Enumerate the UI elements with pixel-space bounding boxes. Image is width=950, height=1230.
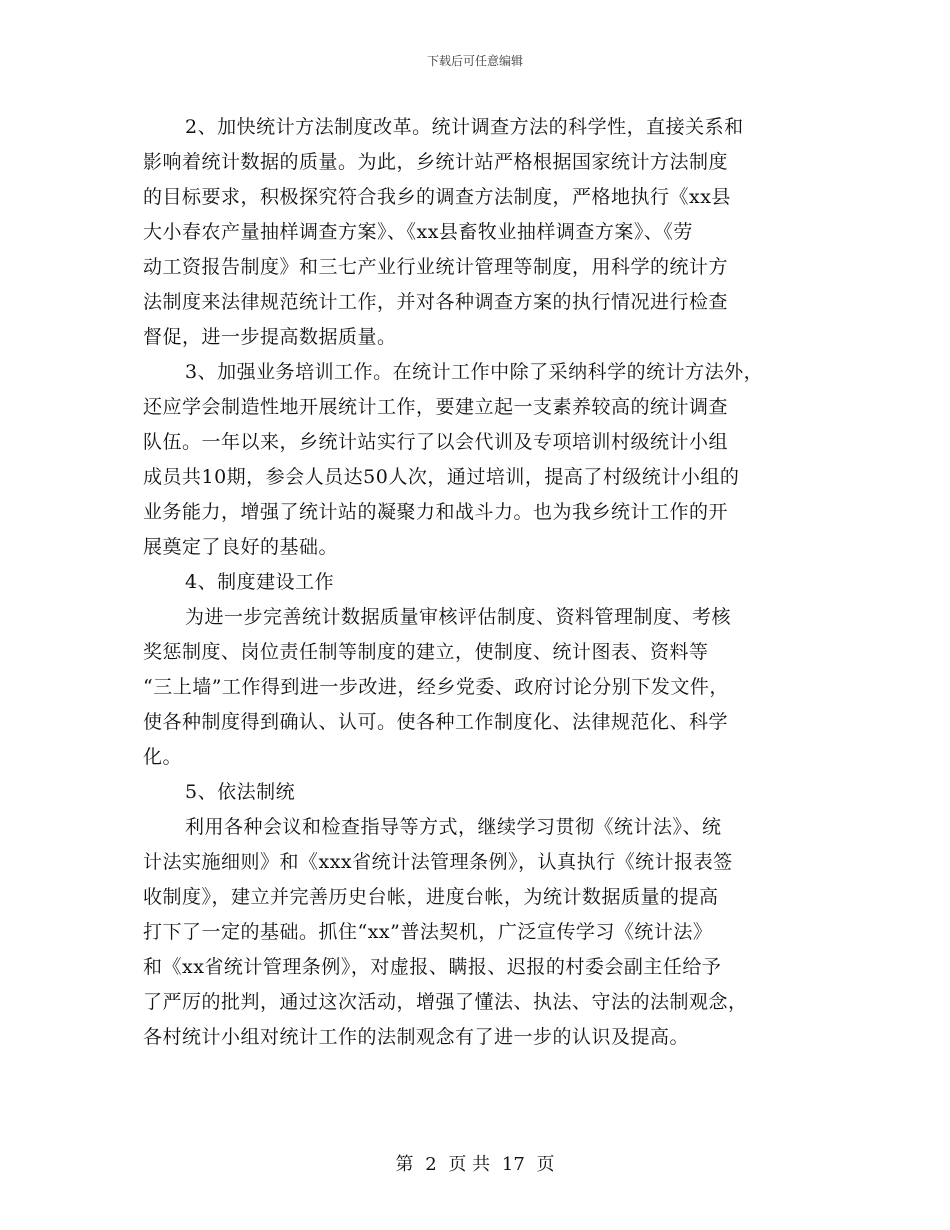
text-line: 计法实施细则》和《xxx省统计法管理条例》，认真执行《统计报表签: [143, 851, 733, 873]
text-line: 5、依法制统: [185, 781, 296, 803]
text-line: 动工资报告制度》和三七产业行业统计管理等制度，用科学的统计方: [143, 256, 729, 278]
text-line: 业务能力，增强了统计站的凝聚力和战斗力。也为我乡统计工作的开: [143, 501, 729, 523]
text-line: 还应学会制造性地开展统计工作，要建立起一支素养较高的统计调查: [143, 396, 729, 418]
footer-page-number: 2: [425, 1154, 437, 1175]
page-header: 下载后可任意编辑: [426, 54, 523, 68]
text-line: 大小春农产量抽样调查方案》、《xx县畜牧业抽样调查方案》、《劳: [143, 221, 693, 243]
text-line: 为进一步完善统计数据质量审核评估制度、资料管理制度、考核: [185, 606, 732, 628]
text-line: 法制度来法律规范统计工作，并对各种调查方案的执行情况进行检查: [143, 291, 729, 313]
footer-suffix: 页: [536, 1154, 555, 1175]
page-footer: [0, 1150, 950, 1176]
text-line: 督促，进一步提高数据质量。: [143, 326, 397, 348]
text-line: 了严厉的批判，通过这次活动，增强了懂法、执法、守法的法制观念，: [143, 991, 748, 1013]
text-line: 成员共10期，参会人员达50人次，通过培训，提高了村级统计小组的: [143, 466, 740, 488]
text-line: “三上墙”工作得到进一步改进，经乡党委、政府讨论分别下发文件，: [143, 676, 729, 698]
text-line: 展奠定了良好的基础。: [143, 536, 339, 558]
text-line: 收制度》，建立并完善历史台帐，进度台帐，为统计数据质量的提高: [143, 886, 719, 908]
text-line: 奖惩制度、岗位责任制等制度的建立，使制度、统计图表、资料等: [143, 641, 709, 663]
text-line: 打下了一定的基础。抓住“xx”普法契机，广泛宣传学习《统计法》: [143, 921, 713, 943]
text-line: 和《xx省统计管理条例》，对虚报、瞒报、迟报的村委会副主任给予: [143, 956, 722, 978]
text-line: 使各种制度得到确认、认可。使各种工作制度化、法律规范化、科学: [143, 711, 729, 733]
document-body: [143, 110, 818, 1055]
text-line: 的目标要求，积极探究符合我乡的调查方法制度，严格地执行《xx县: [143, 186, 731, 208]
footer-prefix: 第: [395, 1154, 414, 1175]
text-line: 队伍。一年以来，乡统计站实行了以会代训及专项培训村级统计小组: [143, 431, 729, 453]
text-line: 4、制度建设工作: [185, 571, 335, 593]
text-line: 2、加快统计方法制度改革。统计调查方法的科学性，直接关系和: [185, 116, 744, 138]
text-line: 各村统计小组对统计工作的法制观念有了进一步的认识及提高。: [143, 1026, 690, 1048]
text-line: 化。: [143, 746, 183, 768]
footer-middle: 页 共: [448, 1154, 491, 1175]
text-line: 3、加强业务培训工作。在统计工作中除了采纳科学的统计方法外，: [185, 361, 764, 383]
text-line: 影响着统计数据的质量。为此，乡统计站严格根据国家统计方法制度: [143, 151, 729, 173]
footer-total-pages: 17: [501, 1154, 525, 1175]
text-line: 利用各种会议和检查指导等方式，继续学习贯彻《统计法》、统: [185, 816, 722, 838]
